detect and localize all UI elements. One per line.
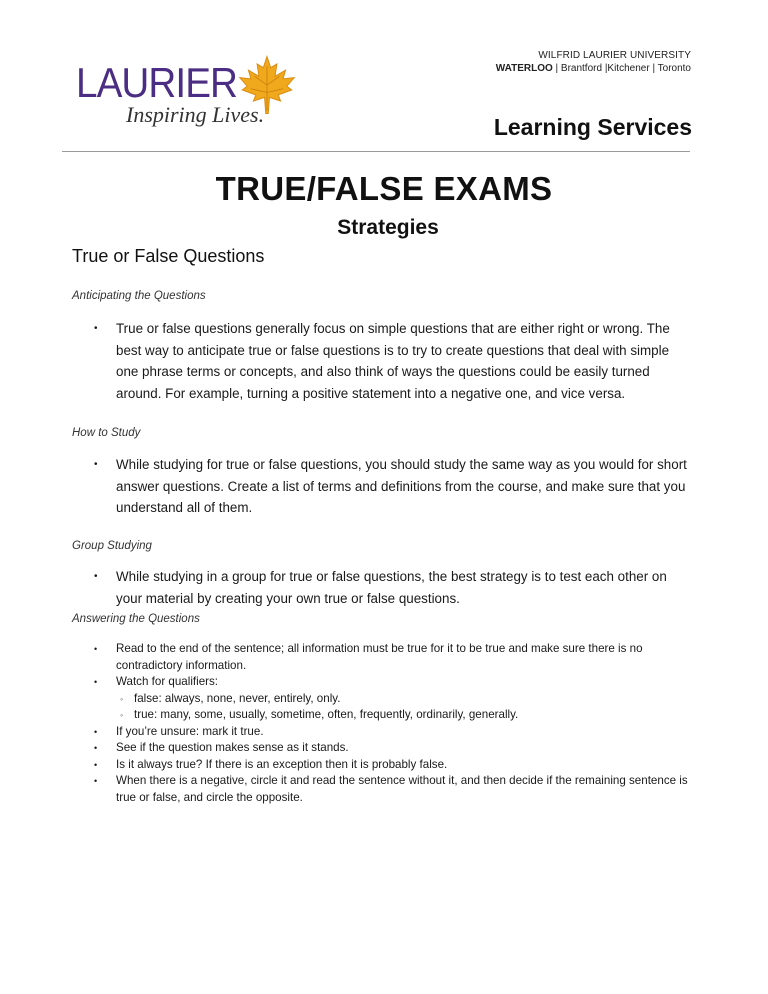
sub-bullet-icon: ◦ (120, 693, 124, 704)
subheading-anticipating: Anticipating the Questions (72, 290, 206, 302)
sub-bullet-icon: ◦ (120, 710, 124, 720)
list-item-text: Is it always true? If there is an exception then it is probably false. (116, 757, 448, 771)
bullet-icon: • (94, 759, 98, 770)
list-item-text: Watch for qualifiers: (116, 675, 219, 688)
list-item-text: True or false questions generally focus on simple questions that are either right or wrong. The best way to anticipate true or false questions is to try to create questions that deal with simple one phrase terms or concepts, and also think of ways the questions could be easily turned around. For example, turning a positive statement into a negative one, and vice versa. (116, 321, 670, 401)
campus-primary: WATERLOO (495, 63, 553, 74)
department-title: Learning Services (493, 114, 692, 140)
bullet-icon: • (94, 726, 98, 737)
qualifier-text: true: many, some, usually, sometime, often, frequently, ordinarily, generally. (134, 708, 519, 721)
qualifier-item (116, 707, 696, 724)
page-title: TRUE/FALSE EXAMS (215, 170, 553, 207)
qualifier-item (116, 691, 696, 708)
bullet-icon: • (94, 743, 98, 753)
bullet-icon: • (94, 571, 98, 582)
list-item (94, 740, 696, 757)
list-item (94, 674, 696, 724)
list-item-text: If you’re unsure: mark it true. (116, 724, 264, 738)
list-item (94, 724, 696, 741)
list-item (94, 641, 696, 674)
list-item (94, 773, 696, 806)
bullet-icon: • (94, 459, 98, 470)
university-name: WILFRID LAURIER UNIVERSITY (538, 50, 691, 61)
answering-list (94, 641, 696, 806)
bullet-icon: • (94, 776, 98, 786)
list-item-text: While studying in a group for true or false questions, the best strategy is to test each other on your material by creating your own true or false questions. (116, 569, 667, 606)
header-divider (62, 151, 690, 152)
bullet-icon: • (94, 677, 98, 687)
bullet-icon: • (94, 323, 98, 334)
list-item-text: Read to the end of the sentence; all information must be true for it to be true and make sure there is no contradictory information. (116, 642, 643, 672)
list-item-text: When there is a negative, circle it and read the sentence without it, and then decide if the remaining sentence is true or false, and circle the opposite. (116, 774, 688, 804)
subheading-group-studying: Group Studying (72, 540, 152, 552)
logo-wordmark: LAURIER (76, 59, 238, 106)
laurier-logo (76, 59, 296, 142)
campus-list (496, 63, 691, 74)
list-item-text: See if the question makes sense as it stands. (116, 741, 349, 754)
subheading-how-to-study: How to Study (72, 427, 141, 439)
bullet-icon: • (94, 644, 98, 654)
list-item (94, 566, 691, 609)
logo-tagline: Inspiring Lives. (126, 102, 265, 127)
list-item (94, 757, 696, 774)
list-item (94, 454, 691, 519)
list-item-text: While studying for true or false questions, you should study the same way as you would for short answer questions. Create a list of terms and definitions from the course, and make sure that you understand all of them. (116, 457, 687, 515)
page-subtitle: Strategies (337, 216, 439, 239)
campus-others: | Brantford |Kitchener | Toronto (552, 63, 691, 74)
subheading-answering: Answering the Questions (72, 613, 200, 625)
section-heading: True or False Questions (72, 246, 265, 266)
qualifier-text: false: always, none, never, entirely, only. (134, 691, 341, 705)
list-item (94, 318, 691, 404)
